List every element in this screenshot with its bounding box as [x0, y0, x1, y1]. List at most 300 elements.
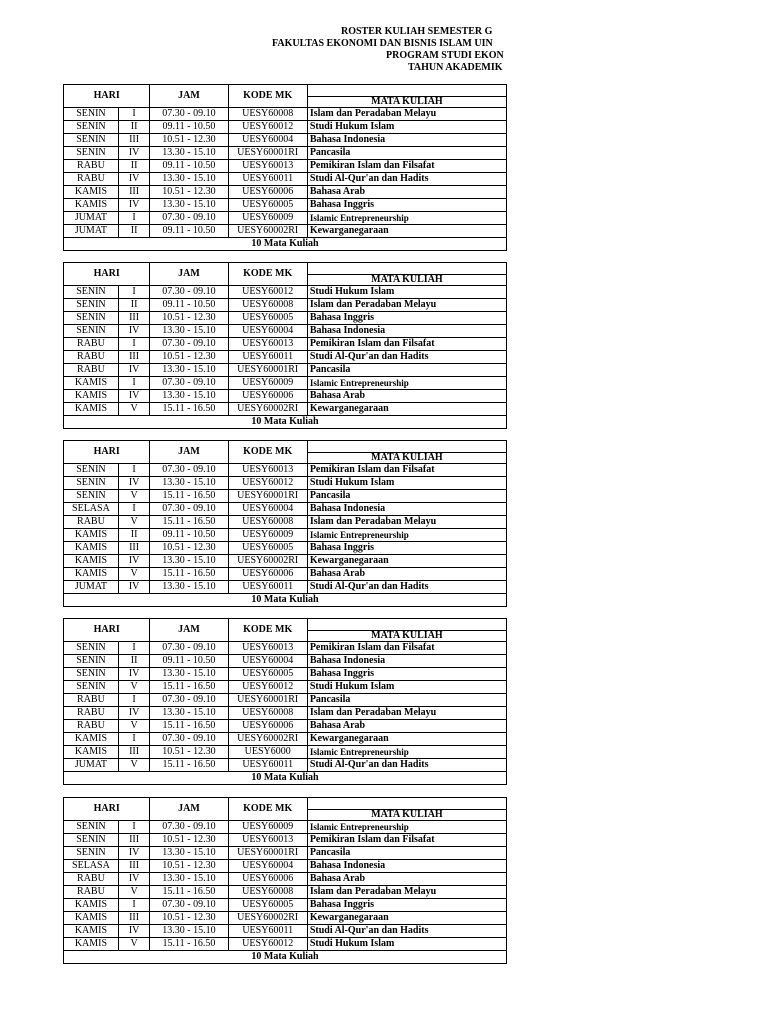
- header-mata-kuliah: [307, 619, 506, 642]
- cell-kode-mk: UESY60005: [228, 668, 307, 681]
- cell-jam: 13.30 - 15.10: [150, 925, 228, 938]
- table-row: [64, 186, 507, 199]
- cell-kode-mk: UESY60004: [228, 325, 307, 338]
- cell-jam: 13.30 - 15.10: [150, 707, 228, 720]
- table-row: [64, 707, 507, 720]
- header-jam: JAM: [150, 798, 228, 821]
- cell-kode-mk: UESY60006: [228, 390, 307, 403]
- cell-mata-kuliah: Kewarganegaraan: [307, 403, 506, 416]
- table-row: [64, 390, 507, 403]
- cell-hari: KAMIS: [64, 568, 119, 581]
- cell-hari: KAMIS: [64, 542, 119, 555]
- header-kode-mk: KODE MK: [228, 263, 307, 286]
- cell-sesi: III: [118, 351, 149, 364]
- cell-mata-kuliah: Islam dan Peradaban Melayu: [307, 516, 506, 529]
- cell-jam: 07.30 - 09.10: [150, 464, 228, 477]
- cell-hari: JUMAT: [64, 581, 119, 594]
- cell-hari: RABU: [64, 886, 119, 899]
- table-header-row: [64, 441, 507, 464]
- cell-jam: 15.11 - 16.50: [150, 759, 228, 772]
- cell-jam: 13.30 - 15.10: [150, 873, 228, 886]
- table-row: [64, 847, 507, 860]
- cell-hari: SENIN: [64, 325, 119, 338]
- cell-hari: SENIN: [64, 834, 119, 847]
- table-row: [64, 325, 507, 338]
- cell-kode-mk: UESY60008: [228, 516, 307, 529]
- cell-mata-kuliah: Studi Hukum Islam: [307, 681, 506, 694]
- cell-mata-kuliah: Studi Hukum Islam: [307, 938, 506, 951]
- cell-kode-mk: UESY60001RI: [228, 694, 307, 707]
- cell-hari: RABU: [64, 873, 119, 886]
- cell-mata-kuliah: Pancasila: [307, 490, 506, 503]
- table-row: [64, 403, 507, 416]
- cell-sesi: IV: [118, 147, 149, 160]
- header-hari: HARI: [64, 619, 150, 642]
- cell-kode-mk: UESY60006: [228, 186, 307, 199]
- table-row: [64, 655, 507, 668]
- table-row: [64, 720, 507, 733]
- cell-hari: SENIN: [64, 147, 119, 160]
- cell-mata-kuliah: Pemikiran Islam dan Filsafat: [307, 160, 506, 173]
- cell-sesi: V: [118, 403, 149, 416]
- cell-kode-mk: UESY60005: [228, 899, 307, 912]
- cell-jam: 07.30 - 09.10: [150, 899, 228, 912]
- table-row: [64, 108, 507, 121]
- cell-sesi: IV: [118, 199, 149, 212]
- course-count: 10 Mata Kuliah: [64, 238, 507, 251]
- cell-mata-kuliah: Islam dan Peradaban Melayu: [307, 299, 506, 312]
- cell-sesi: I: [118, 821, 149, 834]
- cell-kode-mk: UESY60004: [228, 860, 307, 873]
- header-kode-mk: KODE MK: [228, 798, 307, 821]
- cell-jam: 10.51 - 12.30: [150, 134, 228, 147]
- header-mata-kuliah-label: MATA KULIAH: [308, 452, 506, 463]
- header-title: ROSTER KULIAH SEMESTER G: [341, 26, 493, 37]
- cell-mata-kuliah: Pancasila: [307, 147, 506, 160]
- cell-mata-kuliah: Bahasa Indonesia: [307, 134, 506, 147]
- cell-hari: KAMIS: [64, 377, 119, 390]
- table-footer-row: [64, 416, 507, 429]
- cell-sesi: III: [118, 834, 149, 847]
- table-row: [64, 860, 507, 873]
- cell-kode-mk: UESY60004: [228, 503, 307, 516]
- table-row: [64, 121, 507, 134]
- cell-sesi: III: [118, 186, 149, 199]
- cell-hari: RABU: [64, 707, 119, 720]
- cell-sesi: V: [118, 759, 149, 772]
- cell-mata-kuliah: Studi Al-Qur'an dan Hadits: [307, 925, 506, 938]
- cell-hari: SENIN: [64, 121, 119, 134]
- cell-mata-kuliah: Islamic Entrepreneurship: [307, 746, 506, 759]
- header-mata-kuliah: [307, 798, 506, 821]
- cell-hari: SENIN: [64, 668, 119, 681]
- cell-sesi: III: [118, 312, 149, 325]
- cell-jam: 07.30 - 09.10: [150, 377, 228, 390]
- header-mata-kuliah-label: MATA KULIAH: [308, 809, 506, 820]
- cell-kode-mk: UESY60006: [228, 720, 307, 733]
- cell-mata-kuliah: Kewarganegaraan: [307, 225, 506, 238]
- cell-sesi: V: [118, 720, 149, 733]
- cell-sesi: I: [118, 733, 149, 746]
- cell-hari: SENIN: [64, 134, 119, 147]
- cell-hari: KAMIS: [64, 938, 119, 951]
- cell-mata-kuliah: Pancasila: [307, 364, 506, 377]
- table-row: [64, 147, 507, 160]
- cell-jam: 10.51 - 12.30: [150, 542, 228, 555]
- cell-mata-kuliah: Bahasa Arab: [307, 873, 506, 886]
- schedule-table: [63, 262, 507, 429]
- header-hari: HARI: [64, 798, 150, 821]
- cell-jam: 07.30 - 09.10: [150, 212, 228, 225]
- cell-kode-mk: UESY60002RI: [228, 733, 307, 746]
- cell-sesi: II: [118, 225, 149, 238]
- cell-jam: 09.11 - 10.50: [150, 121, 228, 134]
- cell-kode-mk: UESY60002RI: [228, 225, 307, 238]
- cell-hari: SENIN: [64, 847, 119, 860]
- header-jam: JAM: [150, 263, 228, 286]
- header-jam: JAM: [150, 619, 228, 642]
- cell-jam: 13.30 - 15.10: [150, 555, 228, 568]
- cell-jam: 13.30 - 15.10: [150, 581, 228, 594]
- cell-mata-kuliah: Islamic Entrepreneurship: [307, 529, 506, 542]
- cell-sesi: I: [118, 642, 149, 655]
- cell-sesi: I: [118, 503, 149, 516]
- cell-kode-mk: UESY60011: [228, 581, 307, 594]
- cell-mata-kuliah: Bahasa Inggris: [307, 312, 506, 325]
- cell-jam: 07.30 - 09.10: [150, 338, 228, 351]
- cell-mata-kuliah: Bahasa Inggris: [307, 668, 506, 681]
- table-row: [64, 173, 507, 186]
- table-row: [64, 351, 507, 364]
- cell-hari: SENIN: [64, 312, 119, 325]
- cell-mata-kuliah: Bahasa Indonesia: [307, 325, 506, 338]
- table-header-row: [64, 263, 507, 286]
- cell-sesi: V: [118, 516, 149, 529]
- cell-sesi: III: [118, 134, 149, 147]
- header-hari: HARI: [64, 85, 150, 108]
- cell-hari: KAMIS: [64, 186, 119, 199]
- cell-mata-kuliah: Pancasila: [307, 847, 506, 860]
- table-row: [64, 555, 507, 568]
- cell-kode-mk: UESY60012: [228, 938, 307, 951]
- cell-jam: 09.11 - 10.50: [150, 225, 228, 238]
- cell-mata-kuliah: Pemikiran Islam dan Filsafat: [307, 464, 506, 477]
- cell-jam: 13.30 - 15.10: [150, 325, 228, 338]
- cell-sesi: II: [118, 655, 149, 668]
- cell-hari: RABU: [64, 173, 119, 186]
- cell-hari: SELASA: [64, 503, 119, 516]
- cell-kode-mk: UESY60008: [228, 108, 307, 121]
- cell-hari: SENIN: [64, 490, 119, 503]
- cell-jam: 15.11 - 16.50: [150, 720, 228, 733]
- cell-kode-mk: UESY60011: [228, 173, 307, 186]
- cell-sesi: IV: [118, 925, 149, 938]
- table-row: [64, 199, 507, 212]
- cell-kode-mk: UESY6000: [228, 746, 307, 759]
- table-header-row: [64, 798, 507, 821]
- cell-jam: 09.11 - 10.50: [150, 655, 228, 668]
- cell-jam: 15.11 - 16.50: [150, 886, 228, 899]
- cell-hari: KAMIS: [64, 746, 119, 759]
- cell-kode-mk: UESY60012: [228, 681, 307, 694]
- cell-hari: RABU: [64, 694, 119, 707]
- header-hari: HARI: [64, 441, 150, 464]
- table-row: [64, 681, 507, 694]
- course-count: 10 Mata Kuliah: [64, 772, 507, 785]
- cell-mata-kuliah: Studi Hukum Islam: [307, 121, 506, 134]
- table-row: [64, 821, 507, 834]
- header-academic-year: TAHUN AKADEMIK: [408, 62, 503, 72]
- cell-hari: SENIN: [64, 286, 119, 299]
- cell-kode-mk: UESY60012: [228, 477, 307, 490]
- cell-jam: 13.30 - 15.10: [150, 173, 228, 186]
- header-kode-mk: KODE MK: [228, 85, 307, 108]
- cell-kode-mk: UESY60009: [228, 529, 307, 542]
- table-footer-row: [64, 772, 507, 785]
- table-row: [64, 160, 507, 173]
- table-row: [64, 746, 507, 759]
- cell-hari: SENIN: [64, 299, 119, 312]
- cell-kode-mk: UESY60008: [228, 707, 307, 720]
- cell-jam: 13.30 - 15.10: [150, 390, 228, 403]
- cell-jam: 13.30 - 15.10: [150, 199, 228, 212]
- cell-mata-kuliah: Bahasa Inggris: [307, 199, 506, 212]
- table-row: [64, 733, 507, 746]
- header-kode-mk: KODE MK: [228, 619, 307, 642]
- cell-hari: SENIN: [64, 464, 119, 477]
- cell-sesi: I: [118, 377, 149, 390]
- cell-kode-mk: UESY60013: [228, 464, 307, 477]
- cell-jam: 15.11 - 16.50: [150, 490, 228, 503]
- cell-jam: 13.30 - 15.10: [150, 364, 228, 377]
- cell-hari: SENIN: [64, 681, 119, 694]
- cell-mata-kuliah: Pancasila: [307, 694, 506, 707]
- cell-hari: KAMIS: [64, 899, 119, 912]
- table-row: [64, 668, 507, 681]
- cell-jam: 07.30 - 09.10: [150, 286, 228, 299]
- cell-sesi: V: [118, 490, 149, 503]
- table-row: [64, 464, 507, 477]
- cell-sesi: I: [118, 108, 149, 121]
- header-mata-kuliah: [307, 441, 506, 464]
- header-mata-kuliah-label: MATA KULIAH: [308, 274, 506, 285]
- cell-jam: 09.11 - 10.50: [150, 299, 228, 312]
- cell-hari: SENIN: [64, 642, 119, 655]
- table-header-row: [64, 85, 507, 108]
- table-row: [64, 642, 507, 655]
- header-mata-kuliah: [307, 263, 506, 286]
- cell-sesi: I: [118, 899, 149, 912]
- schedule-table: [63, 618, 507, 785]
- schedule-table: [63, 440, 507, 607]
- table-row: [64, 581, 507, 594]
- table-row: [64, 212, 507, 225]
- cell-sesi: II: [118, 529, 149, 542]
- cell-hari: RABU: [64, 720, 119, 733]
- cell-jam: 15.11 - 16.50: [150, 681, 228, 694]
- cell-mata-kuliah: Kewarganegaraan: [307, 555, 506, 568]
- table-row: [64, 912, 507, 925]
- cell-jam: 13.30 - 15.10: [150, 668, 228, 681]
- header-hari: HARI: [64, 263, 150, 286]
- cell-sesi: III: [118, 746, 149, 759]
- cell-mata-kuliah: Pemikiran Islam dan Filsafat: [307, 338, 506, 351]
- cell-sesi: IV: [118, 707, 149, 720]
- cell-jam: 15.11 - 16.50: [150, 938, 228, 951]
- cell-sesi: I: [118, 464, 149, 477]
- cell-kode-mk: UESY60001RI: [228, 847, 307, 860]
- cell-sesi: IV: [118, 847, 149, 860]
- cell-hari: KAMIS: [64, 733, 119, 746]
- cell-hari: SENIN: [64, 655, 119, 668]
- cell-hari: KAMIS: [64, 390, 119, 403]
- cell-sesi: II: [118, 160, 149, 173]
- cell-sesi: III: [118, 912, 149, 925]
- cell-kode-mk: UESY60001RI: [228, 364, 307, 377]
- cell-mata-kuliah: Islamic Entrepreneurship: [307, 377, 506, 390]
- cell-kode-mk: UESY60008: [228, 299, 307, 312]
- table-row: [64, 568, 507, 581]
- cell-jam: 15.11 - 16.50: [150, 403, 228, 416]
- cell-hari: RABU: [64, 516, 119, 529]
- cell-kode-mk: UESY60013: [228, 834, 307, 847]
- cell-sesi: V: [118, 568, 149, 581]
- header-program: PROGRAM STUDI EKON: [386, 50, 504, 61]
- header-mata-kuliah-label: MATA KULIAH: [308, 630, 506, 641]
- cell-hari: JUMAT: [64, 225, 119, 238]
- header-jam: JAM: [150, 441, 228, 464]
- cell-sesi: IV: [118, 555, 149, 568]
- cell-mata-kuliah: Bahasa Inggris: [307, 542, 506, 555]
- cell-jam: 10.51 - 12.30: [150, 834, 228, 847]
- table-row: [64, 542, 507, 555]
- cell-hari: JUMAT: [64, 212, 119, 225]
- cell-kode-mk: UESY60002RI: [228, 912, 307, 925]
- cell-kode-mk: UESY60004: [228, 134, 307, 147]
- cell-kode-mk: UESY60012: [228, 121, 307, 134]
- cell-sesi: IV: [118, 581, 149, 594]
- course-count: 10 Mata Kuliah: [64, 416, 507, 429]
- header-mata-kuliah: [307, 85, 506, 108]
- cell-mata-kuliah: Studi Al-Qur'an dan Hadits: [307, 351, 506, 364]
- cell-jam: 07.30 - 09.10: [150, 108, 228, 121]
- cell-mata-kuliah: Islamic Entrepreneurship: [307, 821, 506, 834]
- cell-jam: 10.51 - 12.30: [150, 186, 228, 199]
- cell-kode-mk: UESY60013: [228, 338, 307, 351]
- cell-sesi: I: [118, 694, 149, 707]
- table-row: [64, 377, 507, 390]
- schedule-table: [63, 84, 507, 251]
- cell-mata-kuliah: Kewarganegaraan: [307, 733, 506, 746]
- cell-jam: 13.30 - 15.10: [150, 477, 228, 490]
- cell-sesi: IV: [118, 390, 149, 403]
- cell-kode-mk: UESY60005: [228, 542, 307, 555]
- cell-mata-kuliah: Studi Hukum Islam: [307, 477, 506, 490]
- cell-mata-kuliah: Bahasa Arab: [307, 568, 506, 581]
- table-row: [64, 759, 507, 772]
- cell-jam: 10.51 - 12.30: [150, 860, 228, 873]
- cell-mata-kuliah: Bahasa Indonesia: [307, 860, 506, 873]
- cell-sesi: II: [118, 299, 149, 312]
- table-row: [64, 503, 507, 516]
- cell-kode-mk: UESY60001RI: [228, 490, 307, 503]
- cell-hari: SENIN: [64, 477, 119, 490]
- cell-mata-kuliah: Studi Al-Qur'an dan Hadits: [307, 581, 506, 594]
- table-row: [64, 529, 507, 542]
- cell-hari: KAMIS: [64, 403, 119, 416]
- cell-hari: RABU: [64, 338, 119, 351]
- cell-jam: 07.30 - 09.10: [150, 642, 228, 655]
- table-header-row: [64, 619, 507, 642]
- table-row: [64, 873, 507, 886]
- cell-sesi: III: [118, 542, 149, 555]
- cell-jam: 10.51 - 12.30: [150, 351, 228, 364]
- cell-sesi: IV: [118, 325, 149, 338]
- cell-mata-kuliah: Kewarganegaraan: [307, 912, 506, 925]
- cell-kode-mk: UESY60005: [228, 312, 307, 325]
- table-row: [64, 834, 507, 847]
- cell-mata-kuliah: Islam dan Peradaban Melayu: [307, 707, 506, 720]
- cell-kode-mk: UESY60002RI: [228, 555, 307, 568]
- cell-kode-mk: UESY60011: [228, 925, 307, 938]
- cell-hari: SENIN: [64, 108, 119, 121]
- header-faculty: FAKULTAS EKONOMI DAN BISNIS ISLAM UIN: [272, 38, 493, 49]
- cell-mata-kuliah: Studi Hukum Islam: [307, 286, 506, 299]
- cell-jam: 13.30 - 15.10: [150, 147, 228, 160]
- table-row: [64, 312, 507, 325]
- cell-sesi: I: [118, 338, 149, 351]
- table-footer-row: [64, 238, 507, 251]
- cell-sesi: IV: [118, 668, 149, 681]
- cell-sesi: IV: [118, 173, 149, 186]
- cell-mata-kuliah: Studi Al-Qur'an dan Hadits: [307, 759, 506, 772]
- cell-mata-kuliah: Bahasa Inggris: [307, 899, 506, 912]
- header-kode-mk: KODE MK: [228, 441, 307, 464]
- table-row: [64, 938, 507, 951]
- cell-hari: KAMIS: [64, 912, 119, 925]
- cell-jam: 09.11 - 10.50: [150, 529, 228, 542]
- cell-jam: 09.11 - 10.50: [150, 160, 228, 173]
- cell-kode-mk: UESY60013: [228, 642, 307, 655]
- cell-sesi: V: [118, 886, 149, 899]
- cell-sesi: IV: [118, 364, 149, 377]
- cell-kode-mk: UESY60009: [228, 821, 307, 834]
- cell-sesi: IV: [118, 873, 149, 886]
- cell-mata-kuliah: Bahasa Indonesia: [307, 503, 506, 516]
- course-count: 10 Mata Kuliah: [64, 951, 507, 964]
- table-row: [64, 477, 507, 490]
- cell-sesi: V: [118, 938, 149, 951]
- cell-kode-mk: UESY60005: [228, 199, 307, 212]
- cell-mata-kuliah: Islamic Entrepreneurship: [307, 212, 506, 225]
- table-footer-row: [64, 951, 507, 964]
- table-row: [64, 299, 507, 312]
- table-row: [64, 694, 507, 707]
- cell-mata-kuliah: Bahasa Arab: [307, 186, 506, 199]
- cell-hari: SENIN: [64, 821, 119, 834]
- cell-jam: 13.30 - 15.10: [150, 847, 228, 860]
- cell-mata-kuliah: Bahasa Arab: [307, 720, 506, 733]
- cell-kode-mk: UESY60004: [228, 655, 307, 668]
- cell-kode-mk: UESY60011: [228, 759, 307, 772]
- table-row: [64, 925, 507, 938]
- cell-hari: RABU: [64, 351, 119, 364]
- cell-kode-mk: UESY60009: [228, 377, 307, 390]
- course-count: 10 Mata Kuliah: [64, 594, 507, 607]
- table-row: [64, 490, 507, 503]
- table-row: [64, 886, 507, 899]
- cell-hari: RABU: [64, 364, 119, 377]
